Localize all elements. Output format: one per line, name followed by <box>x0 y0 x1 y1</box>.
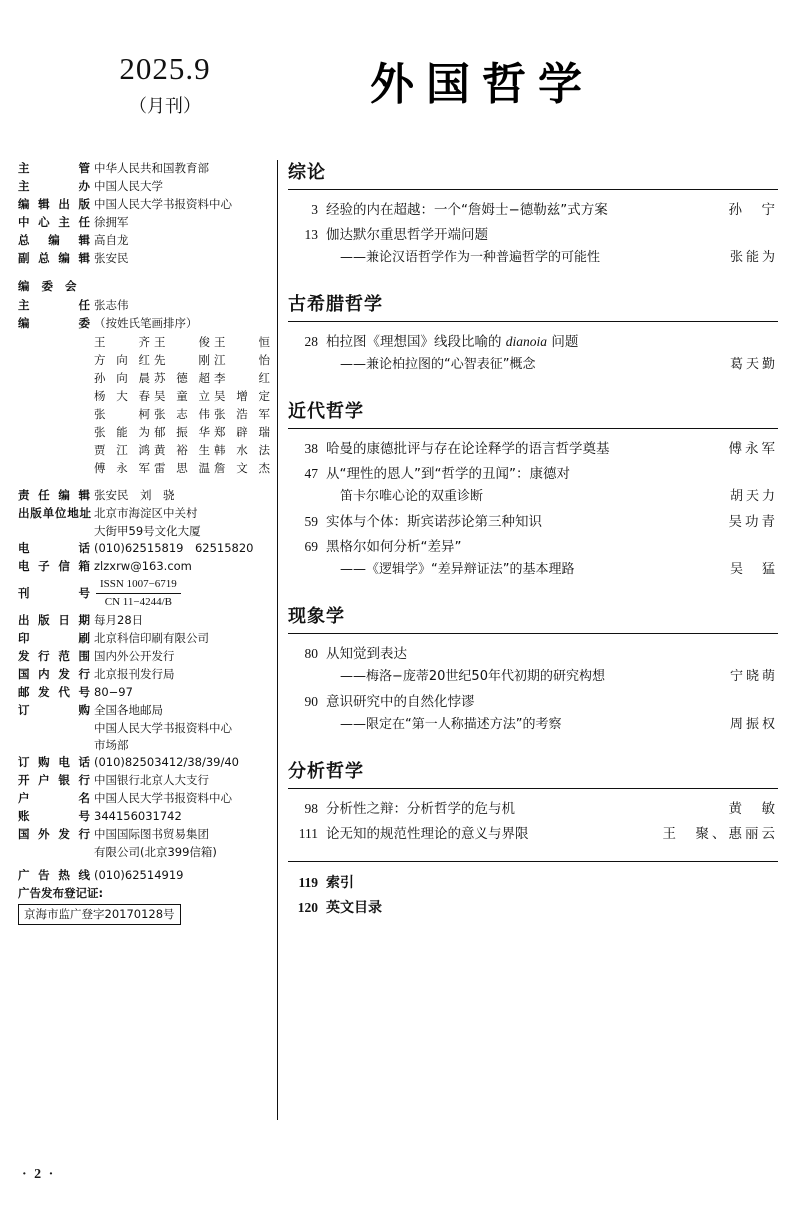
imprint-row <box>18 487 270 504</box>
toc-tail <box>288 861 778 919</box>
imprint-value: 中华人民共和国教育部 <box>94 161 209 175</box>
toc-subtitle: ——限定在“第一人称描述方法”的考察 <box>340 717 562 732</box>
issn-row <box>18 576 270 611</box>
imprint-row <box>18 684 270 701</box>
ad-license-label: 广告发布登记证: <box>18 886 104 900</box>
toc-entry[interactable] <box>288 798 778 820</box>
imprint-value: 北京市海淀区中关村 <box>94 506 198 520</box>
editorial-members-note: （按姓氏笔画排序） <box>94 316 198 330</box>
toc-title: 索引 <box>326 875 354 891</box>
imprint-row <box>18 666 270 683</box>
toc-page-number: 69 <box>304 539 318 554</box>
imprint-row <box>18 160 270 177</box>
imprint-panel <box>18 160 270 925</box>
editor-name: 张志伟 <box>154 407 210 421</box>
imprint-row <box>18 648 270 665</box>
column-divider <box>277 160 278 1120</box>
toc-subtitle-row <box>288 248 778 268</box>
editor-name: 江 怡 <box>214 353 270 367</box>
issue-frequency: （月刊） <box>129 96 201 118</box>
toc-author: 孙 宁 <box>728 202 778 218</box>
imprint-row <box>18 558 270 575</box>
ad-hotline-row <box>18 867 270 884</box>
toc-author: 王 聚、惠丽云 <box>662 826 778 842</box>
table-of-contents <box>288 158 778 922</box>
imprint-label: 电子信箱 <box>18 559 90 573</box>
editorial-members-line <box>94 387 270 405</box>
editor-name: 郁振华 <box>154 425 210 439</box>
imprint-value: 80−97 <box>94 685 133 699</box>
toc-entry[interactable] <box>288 872 778 894</box>
editor-name: 先 刚 <box>154 353 210 367</box>
toc-subtitle: 笛卡尔唯心论的双重诊断 <box>340 489 484 504</box>
imprint-label: 订购电话 <box>18 755 90 769</box>
toc-entry[interactable] <box>288 463 778 485</box>
imprint-value: 国内外公开发行 <box>94 649 175 663</box>
issn-block <box>96 576 181 611</box>
toc-entry[interactable] <box>288 199 778 221</box>
toc-title: 伽达默尔重思哲学开端问题 <box>326 227 488 243</box>
imprint-row <box>18 196 270 213</box>
imprint-row <box>18 612 270 629</box>
imprint-label: 开户银行 <box>18 773 90 787</box>
imprint-row <box>18 214 270 231</box>
toc-page-number: 28 <box>304 334 318 349</box>
ad-hotline-value: (010)62514919 <box>94 868 184 882</box>
imprint-label: 主 管 <box>18 161 90 175</box>
imprint-value: 张安民 刘 骁 <box>94 488 175 502</box>
imprint-row <box>18 250 270 267</box>
imprint-label: 责任编辑 <box>18 488 90 502</box>
editor-name: 孙向晨 <box>94 371 150 385</box>
editor-name: 王 恒 <box>214 335 270 349</box>
editorial-board-heading: 编 委 会 <box>18 279 81 293</box>
toc-category-heading: 分析哲学 <box>288 757 778 789</box>
editorial-chair-label: 主 任 <box>18 298 90 312</box>
imprint-value: 徐拥军 <box>94 215 129 229</box>
editorial-members-line <box>94 441 270 459</box>
imprint-row <box>18 808 270 825</box>
issn-number: ISSN 1007−6719 <box>96 576 181 594</box>
toc-page-number: 59 <box>304 514 318 529</box>
toc-author: 葛天勤 <box>729 357 778 372</box>
toc-subtitle: ——梅洛−庞蒂20世纪50年代初期的研究构想 <box>340 669 605 684</box>
imprint-value-cont: 中国人民大学书报资料中心 <box>94 721 232 735</box>
toc-category-heading: 近代哲学 <box>288 397 778 429</box>
editorial-chair-row <box>18 297 270 314</box>
toc-author: 傅永军 <box>728 441 778 457</box>
imprint-row <box>18 630 270 647</box>
toc-page-number: 3 <box>311 202 318 217</box>
imprint-email[interactable]: zlzxrw@163.com <box>94 559 192 573</box>
imprint-value: 中国人民大学 <box>94 179 163 193</box>
editorial-chair-value: 张志伟 <box>94 298 129 312</box>
toc-page-number: 120 <box>297 900 318 915</box>
imprint-value: (010)62515819 62515820 <box>94 541 254 555</box>
editor-name: 张 柯 <box>94 407 150 421</box>
toc-entry[interactable] <box>288 438 778 460</box>
imprint-label: 账 号 <box>18 809 90 823</box>
editorial-members-grid <box>94 333 270 477</box>
toc-category-heading: 现象学 <box>288 602 778 634</box>
imprint-row <box>18 702 270 719</box>
editor-name: 黄裕生 <box>154 443 210 457</box>
toc-page-number: 80 <box>304 646 318 661</box>
editor-name: 韩水法 <box>214 443 270 457</box>
toc-page-number: 119 <box>298 875 318 890</box>
imprint-label: 副总编辑 <box>18 251 90 265</box>
editor-name: 贾江鸿 <box>94 443 150 457</box>
toc-title: 经验的内在超越：一个“詹姆士−德勒兹”式方案 <box>326 202 608 218</box>
editor-name: 方向红 <box>94 353 150 367</box>
ad-license-number: 京海市监广登字20170128号 <box>18 904 181 925</box>
toc-entry[interactable] <box>288 331 778 353</box>
toc-title: 英文目录 <box>326 900 382 916</box>
imprint-row <box>18 754 270 771</box>
toc-page-number: 111 <box>298 826 318 841</box>
issue-block <box>60 52 270 118</box>
imprint-label: 电 话 <box>18 541 90 555</box>
imprint-label: 邮发代号 <box>18 685 90 699</box>
toc-title: 黑格尔如何分析“差异” <box>326 539 462 555</box>
toc-subtitle-row <box>288 667 778 687</box>
imprint-label: 国内发行 <box>18 667 90 681</box>
imprint-value: 高自龙 <box>94 233 129 247</box>
editorial-members-row <box>18 315 270 332</box>
imprint-label: 户 名 <box>18 791 90 805</box>
imprint-row <box>18 232 270 249</box>
imprint-value: 中国人民大学书报资料中心 <box>94 791 232 805</box>
toc-entry[interactable] <box>288 823 778 845</box>
imprint-label: 出版单位地址 <box>18 506 90 520</box>
toc-entry[interactable] <box>288 897 778 919</box>
editor-name: 李 红 <box>214 371 270 385</box>
editorial-members-line <box>94 459 270 477</box>
imprint-value-cont: 大街甲59号文化大厦 <box>94 524 201 538</box>
toc-title: 分析性之辩：分析哲学的危与机 <box>326 801 515 817</box>
editorial-members-line <box>94 351 270 369</box>
toc-page-number: 90 <box>304 694 318 709</box>
toc-author: 宁晓萌 <box>729 669 778 684</box>
toc-author: 胡天力 <box>729 489 778 504</box>
editor-name: 张能为 <box>94 425 150 439</box>
imprint-label: 主 办 <box>18 179 90 193</box>
imprint-value: 北京科信印刷有限公司 <box>94 631 209 645</box>
editor-name: 张浩军 <box>214 407 270 421</box>
toc-category-heading: 综论 <box>288 158 778 190</box>
toc-entry[interactable] <box>288 691 778 713</box>
editor-name: 苏德超 <box>154 371 210 385</box>
imprint-label: 发行范围 <box>18 649 90 663</box>
toc-entry[interactable] <box>288 536 778 558</box>
imprint-label: 编辑出版 <box>18 197 90 211</box>
toc-page-number: 47 <box>304 466 318 481</box>
toc-subtitle-row <box>288 715 778 735</box>
imprint-row <box>18 505 270 522</box>
cn-number: CN 11−4244/B <box>104 596 173 608</box>
toc-subtitle: ——兼论汉语哲学作为一种普遍哲学的可能性 <box>340 250 601 265</box>
toc-subtitle-row <box>288 487 778 507</box>
toc-author: 周振权 <box>729 717 778 732</box>
toc-title: 从知觉到表达 <box>326 646 407 662</box>
imprint-value-cont: 有限公司(北京399信箱) <box>94 845 217 859</box>
editor-name: 傅永军 <box>94 461 150 475</box>
editorial-members-label: 编 委 <box>18 316 90 330</box>
imprint-row <box>18 178 270 195</box>
masthead <box>0 38 802 138</box>
editor-name: 雷思温 <box>154 461 210 475</box>
issn-label: 刊 号 <box>18 586 90 600</box>
journal-title: 外国哲学 <box>370 59 594 110</box>
imprint-value: 北京报刊发行局 <box>94 667 175 681</box>
editor-name: 杨大春 <box>94 389 150 403</box>
editor-name: 吴童立 <box>154 389 210 403</box>
toc-author: 张能为 <box>729 250 778 265</box>
toc-author: 黄 敏 <box>728 801 778 817</box>
toc-title: 实体与个体：斯宾诺莎论第三种知识 <box>326 514 542 530</box>
toc-subtitle: ——兼论柏拉图的“心智表征”概念 <box>340 357 536 372</box>
issue-date: 2025.9 <box>119 51 211 86</box>
toc-entry[interactable] <box>288 511 778 533</box>
imprint-row <box>18 790 270 807</box>
editorial-members-line <box>94 333 270 351</box>
toc-title: 哈曼的康德批评与存在论诠释学的语言哲学奠基 <box>326 441 610 457</box>
imprint-value: 张安民 <box>94 251 129 265</box>
imprint-label: 订 购 <box>18 703 90 717</box>
imprint-label: 出版日期 <box>18 613 90 627</box>
imprint-label: 总 编 辑 <box>18 233 90 247</box>
toc-title: 意识研究中的自然化悖谬 <box>326 694 475 710</box>
ad-hotline-label: 广告热线 <box>18 868 90 882</box>
toc-subtitle-row <box>288 560 778 580</box>
imprint-label: 中心主任 <box>18 215 90 229</box>
imprint-value: 中国国际图书贸易集团 <box>94 827 209 841</box>
imprint-value-cont: 市场部 <box>94 738 129 752</box>
editor-name: 詹文杰 <box>214 461 270 475</box>
imprint-row <box>18 826 270 843</box>
imprint-row <box>18 772 270 789</box>
imprint-value: 中国银行北京人大支行 <box>94 773 209 787</box>
imprint-label: 国外发行 <box>18 827 90 841</box>
toc-subtitle-row <box>288 355 778 375</box>
toc-category-heading: 古希腊哲学 <box>288 290 778 322</box>
toc-author: 吴 猛 <box>729 562 778 577</box>
toc-title: 柏拉图《理想国》线段比喻的 dianoia 问题 <box>326 334 579 350</box>
imprint-row <box>18 540 270 557</box>
imprint-value: 每月28日 <box>94 613 144 627</box>
toc-entry[interactable] <box>288 224 778 246</box>
editor-name: 王 俊 <box>154 335 210 349</box>
imprint-value: 中国人民大学书报资料中心 <box>94 197 232 211</box>
imprint-value: 344156031742 <box>94 809 182 823</box>
toc-title: 从“理性的恩人”到“哲学的丑闻”：康德对 <box>326 466 570 482</box>
editorial-members-line <box>94 423 270 441</box>
toc-page-number: 13 <box>304 227 318 242</box>
toc-page-number: 98 <box>304 801 318 816</box>
toc-subtitle: ——《逻辑学》“差异辩证法”的基本理路 <box>340 562 575 577</box>
editor-name: 吴增定 <box>214 389 270 403</box>
toc-page-number: 38 <box>304 441 318 456</box>
page-folio: · 2 · <box>22 1167 56 1182</box>
editor-name: 王 齐 <box>94 335 150 349</box>
editorial-members-line <box>94 405 270 423</box>
editor-name: 郑辟瑞 <box>214 425 270 439</box>
imprint-label: 印 刷 <box>18 631 90 645</box>
imprint-value: (010)82503412/38/39/40 <box>94 755 239 769</box>
toc-entry[interactable] <box>288 643 778 665</box>
imprint-value: 全国各地邮局 <box>94 703 163 717</box>
editorial-members-line <box>94 369 270 387</box>
toc-author: 吴功青 <box>728 514 778 530</box>
toc-title: 论无知的规范性理论的意义与界限 <box>326 826 529 842</box>
